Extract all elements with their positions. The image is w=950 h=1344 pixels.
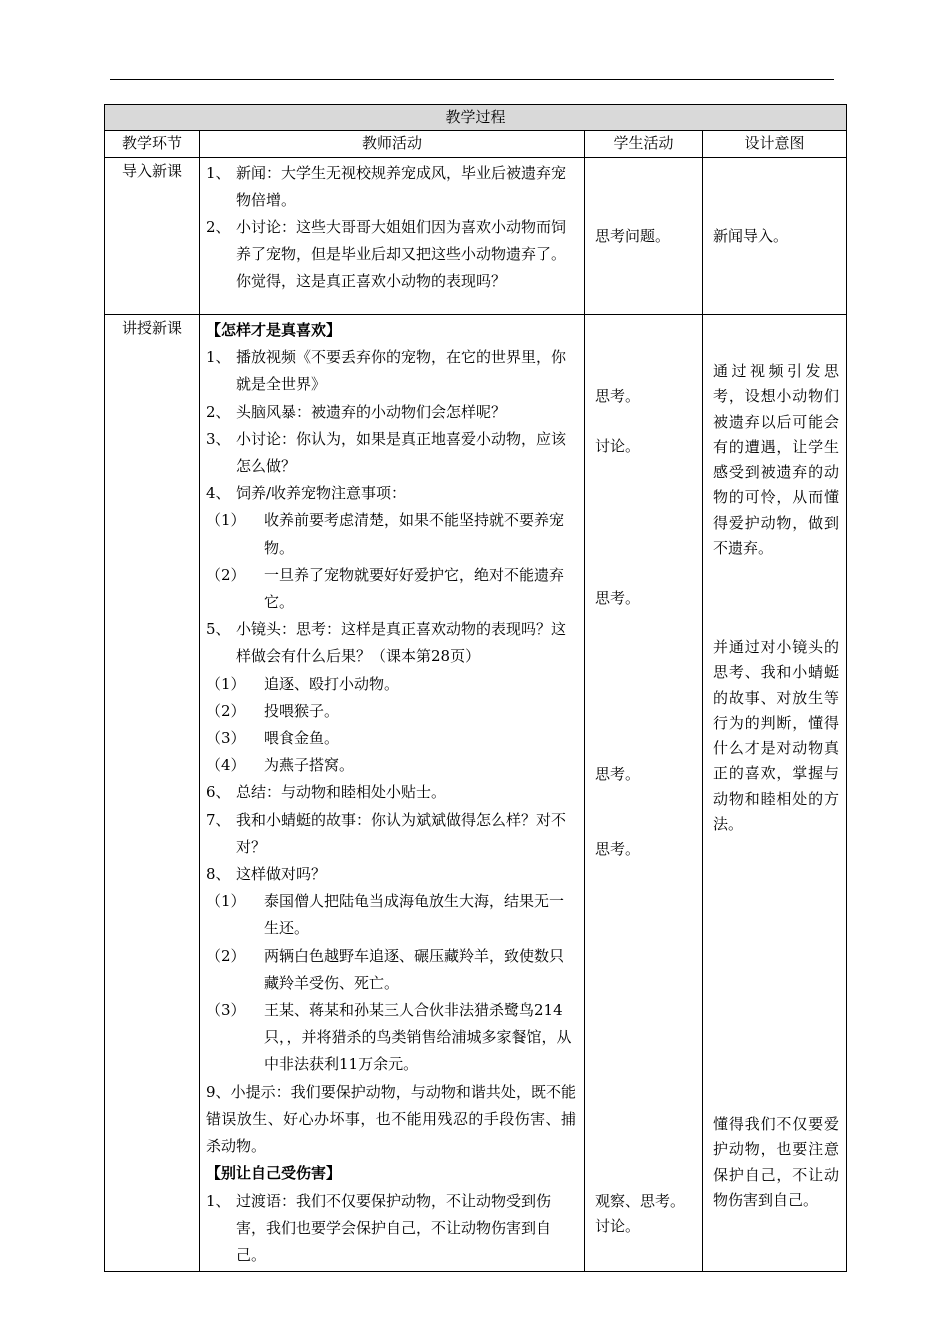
lesson-item: 4、 饲养/收养宠物注意事项： [206, 484, 407, 503]
lesson-teacher-cell [200, 315, 585, 1272]
intent-paragraph: 懂得我们不仅要爱护动物，也要注意保护自己，不让动物伤害到自己。 [713, 1115, 839, 1209]
lesson-subitem: （1） 泰国僧人把陆龟当成海龟放生大海，结果无一生还。 [206, 892, 565, 938]
intro-student: 思考问题。 [585, 158, 703, 315]
intent-paragraph: 通过视频引发思考，设想小动物们被遗弃以后可能会有的遭遇，让学生感受到被遗弃的动物的可怜，从而懂得爱护动物，做到不遗弃。 [713, 362, 839, 558]
lesson-subitem: （2） 一旦养了宠物就要好好爱护它，绝对不能遗弃它。 [206, 565, 565, 612]
section-title: 【别让自己受伤害】 [206, 1164, 342, 1183]
header-teacher: 教师活动 [200, 131, 585, 158]
stage-lesson: 讲授新课 [105, 315, 200, 1272]
lesson-subitem: （3） 喂食金鱼。 [206, 729, 340, 748]
lesson-item: 8、 这样做对吗？ [206, 865, 327, 884]
intro-item: 2、 小讨论：这些大哥哥大姐姐们因为喜欢小动物而饲养了宠物，但是毕业后却又把这些小动物遗弃了。你觉得，这是真正喜欢小动物的表现吗？ [206, 218, 567, 290]
intent-paragraph: 并通过对小镜头的思考、我和小蜻蜓的故事、对放生等行为的判断，懂得什么才是对动物真正的喜欢，掌握与动物和睦相处的方法。 [713, 638, 839, 834]
lesson-intent-cell [703, 315, 847, 1272]
lesson-item: 7、 我和小蜻蜓的故事：你认为斌斌做得怎么样？对不对？ [206, 810, 567, 856]
lesson-student-cell [585, 315, 703, 1272]
lesson-subitem: （1） 追逐、殴打小动物。 [206, 674, 400, 693]
header-stage: 教学环节 [105, 131, 200, 158]
student-activity: 讨论。 [595, 437, 641, 455]
header-rule [110, 79, 834, 80]
student-activity: 思考。 [595, 840, 641, 858]
intro-intent: 新闻导入。 [703, 158, 847, 315]
header-intent: 设计意图 [703, 131, 847, 158]
lesson-item: 1、 播放视频《不要丢弃你的宠物，在它的世界里，你就是全世界》 [206, 348, 567, 394]
table-title: 教学过程 [105, 105, 847, 131]
lesson-item: 6、 总结：与动物和睦相处小贴士。 [206, 783, 447, 802]
lesson-subitem: （3） 王某、蒋某和孙某三人合伙非法猎杀鹭鸟214只，，并将猎杀的鸟类销售给浦城多家餐馆，从中非法获利11万余元。 [206, 1001, 572, 1074]
lesson-item: 1、 过渡语：我们不仅要保护动物，不让动物受到伤害，我们也要学会保护自己，不让动物伤害到自己。 [206, 1191, 552, 1264]
lesson-item: 3、 小讨论：你认为，如果是真正地喜爱小动物，应该怎么做？ [206, 429, 567, 476]
student-activity: 思考。 [595, 387, 641, 405]
lesson-subitem: （2） 两辆白色越野车追逐、碾压藏羚羊，致使数只藏羚羊受伤、死亡。 [206, 946, 565, 992]
lesson-subitem: （2） 投喂猴子。 [206, 701, 340, 720]
student-activity: 讨论。 [595, 1217, 641, 1235]
stage-intro: 导入新课 [105, 158, 200, 315]
student-activity: 观察、思考。 [595, 1192, 686, 1210]
student-activity: 思考。 [595, 765, 641, 783]
lesson-item: 5、 小镜头：思考：这样是真正喜欢动物的表现吗？这样做会有什么后果？（课本第28页） [206, 620, 567, 666]
intro-item: 1、 新闻：大学生无视校规养宠成风，毕业后被遗弃宠物倍增。 [206, 164, 567, 209]
lesson-subitem: （1） 收养前要考虑清楚，如果不能坚持就不要养宠物。 [206, 511, 565, 557]
teaching-process-table [104, 104, 847, 1272]
intro-teacher-cell [200, 158, 585, 315]
section-title: 【怎样才是真喜欢】 [206, 321, 342, 339]
lesson-item: 2、 头脑风暴：被遗弃的小动物们会怎样呢？ [206, 402, 507, 421]
lesson-subitem: （4） 为燕子搭窝。 [206, 756, 355, 775]
header-student: 学生活动 [585, 131, 703, 158]
lesson-tip: 9、小提示：我们要保护动物，与动物和谐共处，既不能错误放生、好心办坏事，也不能用残忍的手段伤害、捕杀动物。 [206, 1082, 576, 1156]
student-activity: 思考。 [595, 589, 641, 607]
